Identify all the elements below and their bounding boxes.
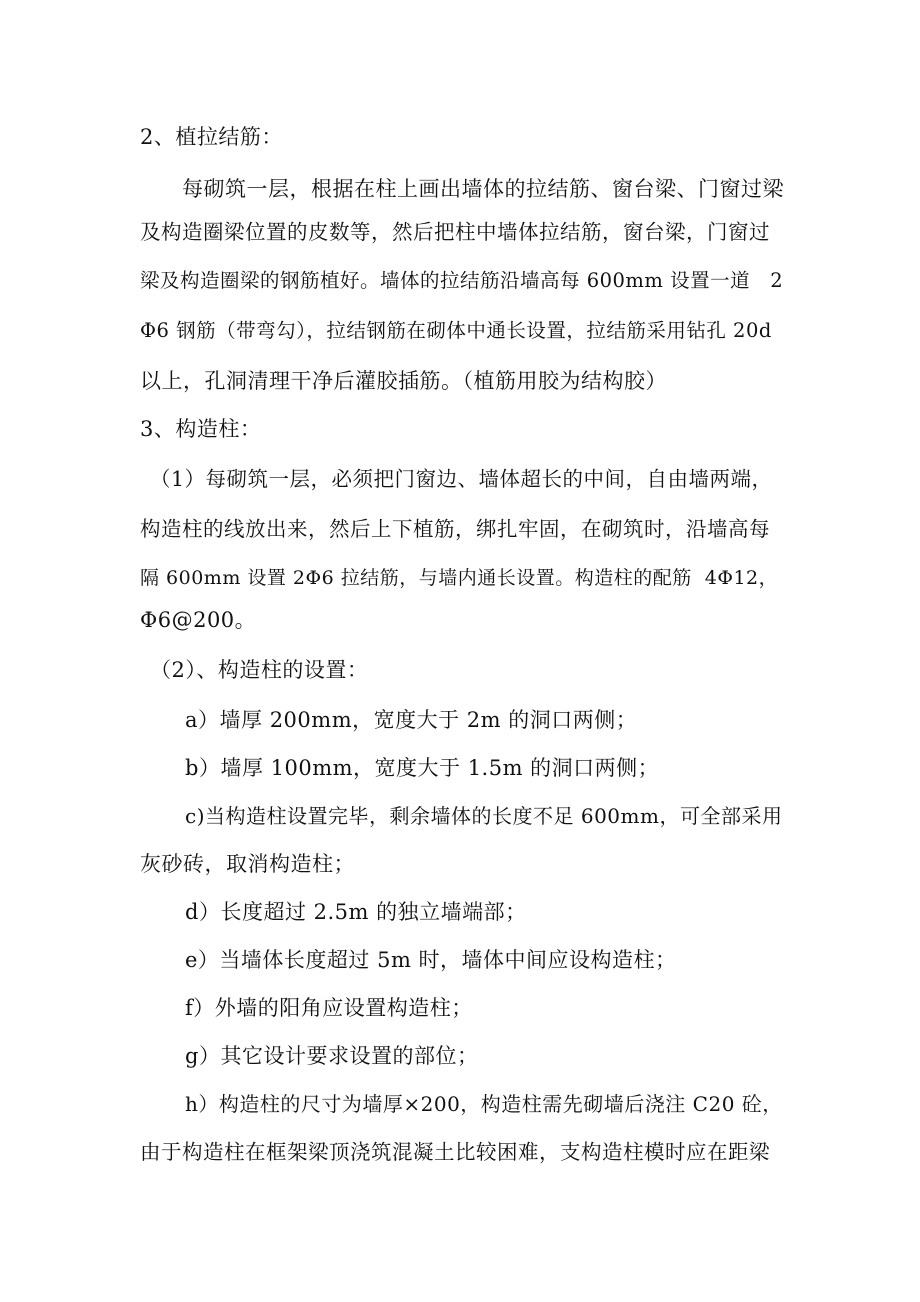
list-item: d）长度超过 2.5m 的独立墙端部； bbox=[185, 900, 527, 924]
paragraph-line: 隔 600mm 设置 2Φ6 拉结筋，与墙内通长设置。构造柱的配筋 4Φ12， bbox=[140, 567, 779, 589]
section-3-heading: 3、构造柱： bbox=[140, 417, 262, 441]
paragraph-line: Φ6 钢筋（带弯勾），拉结钢筋在砌体中通长设置，拉结筋采用钻孔 20d bbox=[140, 319, 772, 342]
list-item: f）外墙的阳角应设置构造柱； bbox=[185, 996, 473, 1020]
paragraph-line: 每砌筑一层，根据在柱上画出墙体的拉结筋、窗台梁、门窗过梁 bbox=[182, 177, 784, 201]
subsection-heading: （2）、构造柱的设置： bbox=[150, 658, 369, 682]
paragraph-line: 梁及构造圈梁的钢筋植好。墙体的拉结筋沿墙高每 600mm 设置一道 2 bbox=[140, 269, 784, 292]
list-item: e）当墙体长度超过 5m 时，墙体中间应设构造柱； bbox=[185, 948, 677, 972]
paragraph-line: （1）每砌筑一层，必须把门窗边、墙体超长的中间，自由墙两端， bbox=[150, 467, 773, 491]
list-item: c)当构造柱设置完毕，剩余墙体的长度不足 600mm，可全部采用 bbox=[185, 804, 783, 828]
list-item: a）墙厚 200mm，宽度大于 2m 的洞口两侧； bbox=[185, 708, 638, 732]
list-item-continuation: 由于构造柱在框架梁顶浇筑混凝土比较困难，支构造柱模时应在距梁 bbox=[140, 1140, 770, 1164]
list-item: g）其它设计要求设置的部位； bbox=[185, 1044, 479, 1068]
paragraph-line: 构造柱的线放出来，然后上下植筋，绑扎牢固，在砌筑时，沿墙高每 bbox=[140, 517, 770, 541]
section-2-heading: 2、植拉结筋： bbox=[140, 125, 283, 149]
list-item-continuation: 灰砂砖，取消构造柱； bbox=[140, 852, 355, 876]
paragraph-line: 以上，孔洞清理干净后灌胶插筋。（植筋用胶为结构胶） bbox=[140, 369, 667, 393]
paragraph-line: Φ6@200。 bbox=[140, 608, 257, 632]
paragraph-line: 及构造圈梁位置的皮数等，然后把柱中墙体拉结筋，窗台梁，门窗过 bbox=[140, 220, 770, 244]
list-item: h）构造柱的尺寸为墙厚×200，构造柱需先砌墙后浇注 C20 砼， bbox=[185, 1092, 783, 1116]
list-item: b）墙厚 100mm，宽度大于 1.5m 的洞口两侧； bbox=[185, 756, 660, 780]
